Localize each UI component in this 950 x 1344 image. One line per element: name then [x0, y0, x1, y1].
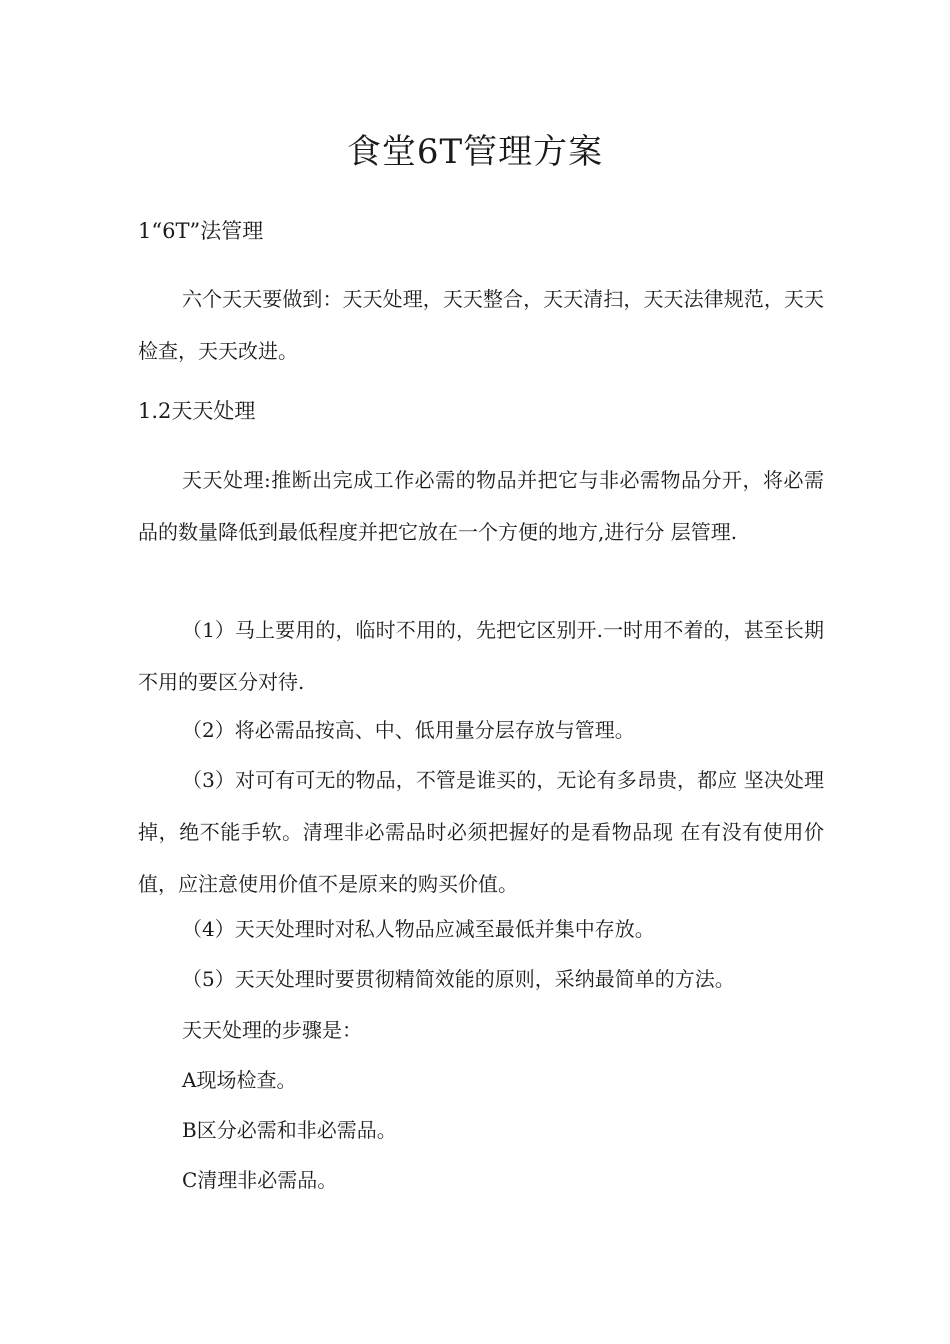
list-item-4: （4）天天处理时对私人物品应减至最低并集中存放。 — [182, 917, 655, 941]
list-item-1: （1）马上要用的，临时不用的，先把它区别开.一时用不着的，甚至长期不用的要区分对待. — [138, 618, 824, 694]
definition-paragraph: 天天处理:推断出完成工作必需的物品并把它与非必需物品分开，将必需品的数量降低到最低程度并把它放在一个方便的地方,进行分 层管理. — [138, 468, 824, 544]
list-item-3: （3）对可有可无的物品，不管是谁买的，无论有多昂贵，都应 坚决处理掉，绝不能手软。清理非必需品时必须把握好的是看物品现 在有没有使用价值，应注意使用价值不是原来的购买价值。 — [138, 768, 824, 896]
document-title: 食堂6T管理方案 — [346, 132, 604, 172]
intro-paragraph: 六个天天要做到：天天处理，天天整合，天天清扫，天天法律规范，天天检查，天天改进。 — [138, 287, 824, 363]
step-a: A现场检查。 — [182, 1068, 297, 1092]
steps-intro: 天天处理的步骤是： — [182, 1018, 362, 1042]
list-item-5: （5）天天处理时要贯彻精简效能的原则，采纳最简单的方法。 — [182, 967, 735, 991]
section-heading-1-2: 1.2天天处理 — [138, 399, 256, 423]
step-b: B区分必需和非必需品。 — [182, 1118, 397, 1142]
list-item-2: （2）将必需品按高、中、低用量分层存放与管理。 — [182, 718, 635, 742]
section-heading-6t: 1“6T”法管理 — [138, 219, 264, 243]
step-c: C清理非必需品。 — [182, 1168, 338, 1192]
